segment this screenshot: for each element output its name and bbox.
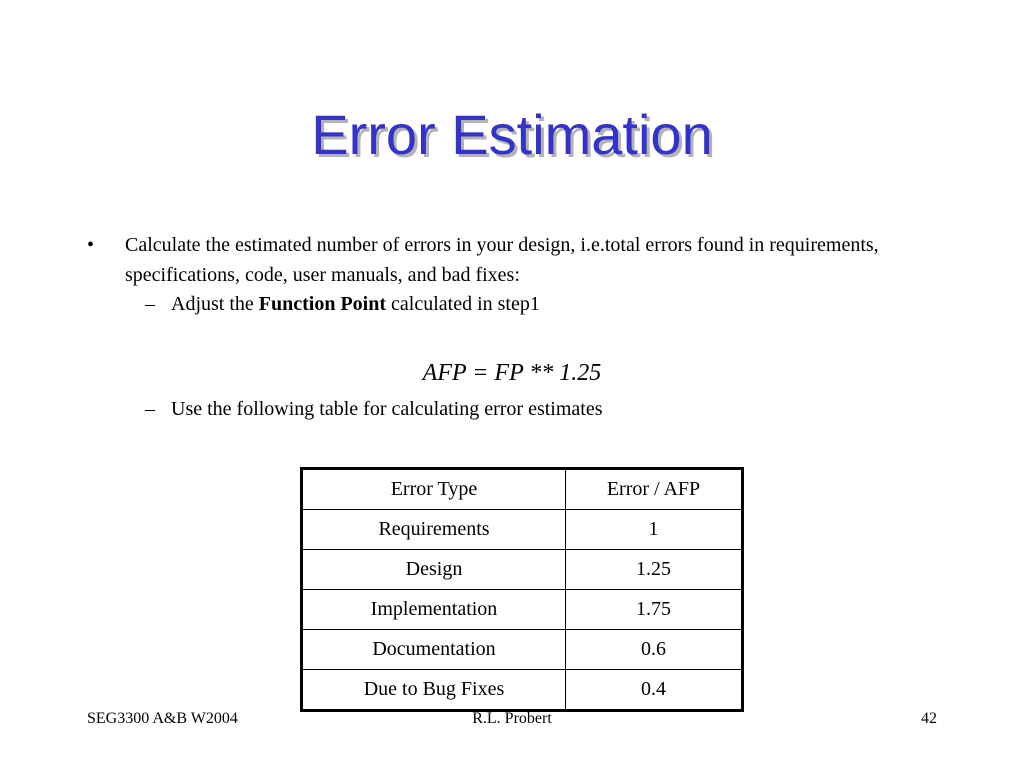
table-row [302, 670, 743, 711]
table-cell-error-type: Design [302, 550, 566, 590]
table-cell-error-type: Requirements [302, 510, 566, 550]
table-header-row [302, 469, 743, 510]
sub-bullet-bold-term: Function Point [258, 293, 387, 315]
slide-title: Error Estimation [311, 103, 713, 166]
table-row [302, 590, 743, 630]
error-estimate-table [300, 467, 744, 712]
footer-page-number: 42 [921, 710, 937, 727]
table-cell-error-type: Documentation [302, 630, 566, 670]
table-row [302, 550, 743, 590]
table-cell-error-rate: 0.6 [566, 630, 743, 670]
table-header-cell: Error Type [302, 469, 566, 510]
sub-bullet-suffix: calculated in step1 [386, 293, 540, 315]
footer-course: SEG3300 A&B W2004 [87, 710, 238, 727]
bullet-marker: • [87, 234, 95, 256]
sub-bullet-marker: – [145, 293, 155, 315]
afp-formula: AFP = FP ** 1.25 [422, 360, 602, 386]
footer-author: R.L. Probert [472, 710, 552, 727]
sub-bullet-marker: – [145, 398, 155, 420]
bullet-calculate-errors [87, 230, 887, 290]
table-row [302, 510, 743, 550]
table-cell-error-rate: 1.25 [566, 550, 743, 590]
table-cell-error-type: Due to Bug Fixes [302, 670, 566, 711]
table-header-cell: Error / AFP [566, 469, 743, 510]
table-cell-error-rate: 1 [566, 510, 743, 550]
table-cell-error-rate: 0.4 [566, 670, 743, 711]
error-table-wrapper [300, 467, 744, 712]
sub-bullet-adjust-fp [145, 290, 540, 318]
table-cell-error-rate: 1.75 [566, 590, 743, 630]
sub-bullet-text: Use the following table for calculating error estimates [171, 398, 603, 420]
table-cell-error-type: Implementation [302, 590, 566, 630]
bullet-text: Calculate the estimated number of errors in your design, i.e.total errors found in requirements, specifications, code, user manuals, and bad fixes: [125, 234, 879, 286]
sub-bullet-use-table [145, 395, 603, 423]
sub-bullet-text [171, 290, 540, 318]
sub-bullet-prefix: Adjust the [171, 293, 259, 315]
table-row [302, 630, 743, 670]
